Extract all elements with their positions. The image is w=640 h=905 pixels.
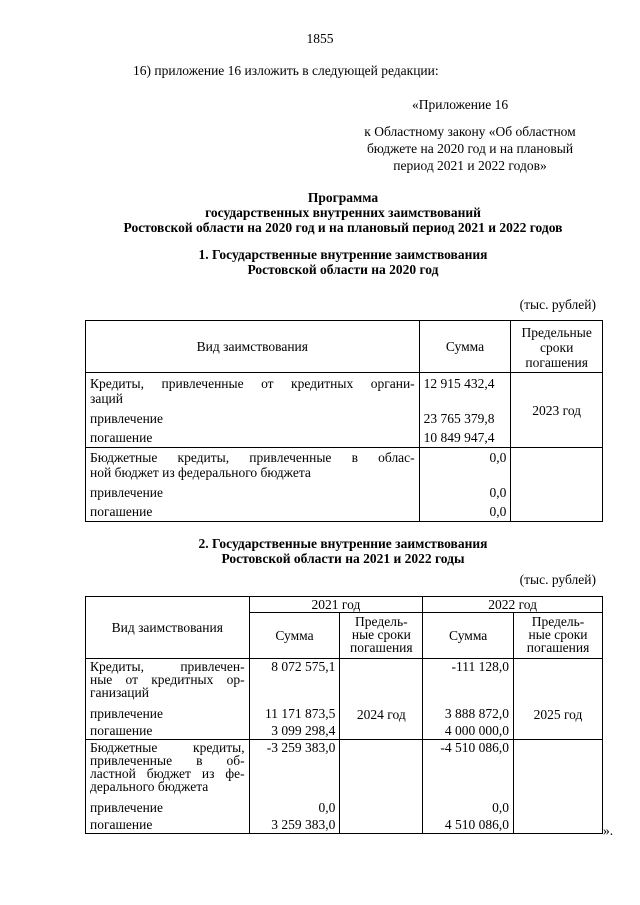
cell-sum bbox=[419, 373, 511, 448]
section2-line-1: 2. Государственные внутренние заимствования bbox=[198, 536, 488, 551]
table-header-row bbox=[86, 321, 603, 373]
budget2-out-2022: 4 510 086,0 bbox=[444, 817, 510, 832]
credits-out-label: погашение bbox=[90, 430, 153, 445]
header-sum-2021: Сумма bbox=[249, 613, 340, 659]
program-heading bbox=[0, 190, 640, 235]
cell-sum-2021 bbox=[249, 740, 340, 834]
closing-quote: ». bbox=[603, 823, 614, 838]
credits2-out-2021: 3 099 298,4 bbox=[271, 723, 336, 738]
section2-heading bbox=[0, 536, 640, 566]
budget2-line-b: привлеченные в об- bbox=[90, 753, 245, 768]
budget-out-label: погашение bbox=[90, 504, 153, 519]
credits2-line-b: ные от кредитных ор- bbox=[90, 672, 245, 687]
credits2-term-2022: 2025 год bbox=[514, 659, 603, 740]
budget-out-sum: 0,0 bbox=[489, 504, 507, 519]
table-2021-2022 bbox=[85, 596, 603, 834]
credits2-line-a: Кредиты, привлечен- bbox=[90, 659, 245, 674]
budget2-line-a: Бюджетные кредиты, bbox=[90, 740, 245, 755]
budget-in-label: привлечение bbox=[90, 485, 164, 500]
budget-in-sum: 0,0 bbox=[489, 485, 507, 500]
credits2-term-2021: 2024 год bbox=[340, 659, 423, 740]
header-term-line-1: Предельные bbox=[521, 325, 592, 340]
header-term-2021-line-2: ные сроки bbox=[351, 627, 411, 642]
appendix-line-3: период 2021 и 2022 годов» bbox=[393, 158, 547, 173]
appendix-title: «Приложение 16 bbox=[412, 97, 509, 112]
section2-line-2: Ростовской области на 2021 и 2022 годы bbox=[221, 551, 465, 566]
credits-line-b: заций bbox=[90, 391, 123, 406]
budget2-out-2021: 3 259 383,0 bbox=[271, 817, 336, 832]
table-row bbox=[86, 740, 603, 834]
header-sum-2022: Сумма bbox=[423, 613, 514, 659]
credits-in-sum: 23 765 379,8 bbox=[423, 411, 495, 426]
program-line-2: государственных внутренних заимствований bbox=[205, 205, 481, 220]
credits2-line-c: ганизаций bbox=[90, 685, 149, 700]
cell-term-empty bbox=[514, 740, 603, 834]
header-2021: 2021 год bbox=[249, 597, 423, 613]
credits2-in-label: привлечение bbox=[90, 706, 164, 721]
table-row bbox=[86, 659, 603, 740]
table-row bbox=[86, 448, 603, 522]
credits-sum: 12 915 432,4 bbox=[423, 376, 495, 391]
cell-kind bbox=[86, 740, 250, 834]
credits2-in-2022: 3 888 872,0 bbox=[444, 706, 510, 721]
header-term-2022-line-2: ные сроки bbox=[528, 627, 588, 642]
credits-line-a: Кредиты, привлеченные от кредитных органи- bbox=[90, 376, 415, 391]
credits-term: 2023 год bbox=[511, 373, 603, 448]
program-line-1: Программа bbox=[307, 190, 379, 205]
header-2022: 2022 год bbox=[423, 597, 603, 613]
credits2-sum-2022: -111 128,0 bbox=[451, 659, 510, 674]
header-term-2021 bbox=[340, 613, 423, 659]
appendix-line-1: к Областному закону «Об областном bbox=[364, 124, 576, 139]
intro-text: 16) приложение 16 изложить в следующей редакции: bbox=[133, 63, 439, 78]
table-header-row bbox=[86, 597, 603, 613]
header-term-line-2: сроки bbox=[540, 340, 574, 355]
budget2-line-c: ластной бюджет из фе- bbox=[90, 766, 245, 781]
credits-in-label: привлечение bbox=[90, 411, 164, 426]
cell-sum-2022 bbox=[423, 659, 514, 740]
header-term-2021-line-1: Предель- bbox=[355, 614, 408, 629]
section1-units: (тыс. рублей) bbox=[519, 297, 596, 312]
header-kind: Вид заимствования bbox=[86, 321, 420, 373]
header-term-line-3: погашения bbox=[525, 355, 588, 370]
budget2-sum-2021: -3 259 383,0 bbox=[266, 740, 336, 755]
section2-units: (тыс. рублей) bbox=[519, 572, 596, 587]
budget-line-a: Бюджетные кредиты, привлеченные в облас- bbox=[90, 450, 415, 465]
budget-sum: 0,0 bbox=[489, 450, 507, 465]
credits2-in-2021: 11 171 873,5 bbox=[264, 706, 336, 721]
credits-out-sum: 10 849 947,4 bbox=[423, 430, 495, 445]
cell-sum-2021 bbox=[249, 659, 340, 740]
section1-line-2: Ростовской области на 2020 год bbox=[247, 262, 439, 277]
header-term-2022-line-1: Предель- bbox=[531, 614, 585, 629]
cell-term-empty bbox=[511, 448, 603, 522]
cell-kind bbox=[86, 448, 420, 522]
budget2-line-d: дерального бюджета bbox=[90, 779, 209, 794]
header-term bbox=[511, 321, 603, 373]
budget-line-b: ной бюджет из федерального бюджета bbox=[90, 465, 311, 480]
header-term-2021-line-3: погашения bbox=[350, 640, 413, 655]
budget2-in-2022: 0,0 bbox=[492, 800, 510, 815]
section1-line-1: 1. Государственные внутренние заимствования bbox=[198, 247, 488, 262]
budget2-out-label: погашение bbox=[90, 817, 153, 832]
budget2-in-2021: 0,0 bbox=[318, 800, 336, 815]
page-number: 1855 bbox=[306, 31, 334, 46]
program-line-3: Ростовской области на 2020 год и на плановый период 2021 и 2022 годов bbox=[123, 220, 563, 235]
section1-heading bbox=[0, 247, 640, 277]
table-row bbox=[86, 373, 603, 448]
header-sum: Сумма bbox=[419, 321, 511, 373]
table-2020 bbox=[85, 320, 603, 522]
cell-sum bbox=[419, 448, 511, 522]
cell-term-empty bbox=[340, 740, 423, 834]
header-term-2022 bbox=[514, 613, 603, 659]
credits2-out-label: погашение bbox=[90, 723, 153, 738]
appendix-line-2: бюджете на 2020 год и на плановый bbox=[366, 141, 574, 156]
cell-sum-2022 bbox=[423, 740, 514, 834]
budget2-in-label: привлечение bbox=[90, 800, 164, 815]
appendix-caption bbox=[330, 123, 610, 174]
cell-kind bbox=[86, 659, 250, 740]
cell-kind bbox=[86, 373, 420, 448]
budget2-sum-2022: -4 510 086,0 bbox=[440, 740, 510, 755]
credits2-out-2022: 4 000 000,0 bbox=[444, 723, 510, 738]
header-kind: Вид заимствования bbox=[86, 597, 250, 659]
credits2-sum-2021: 8 072 575,1 bbox=[271, 659, 336, 674]
header-term-2022-line-3: погашения bbox=[526, 640, 590, 655]
